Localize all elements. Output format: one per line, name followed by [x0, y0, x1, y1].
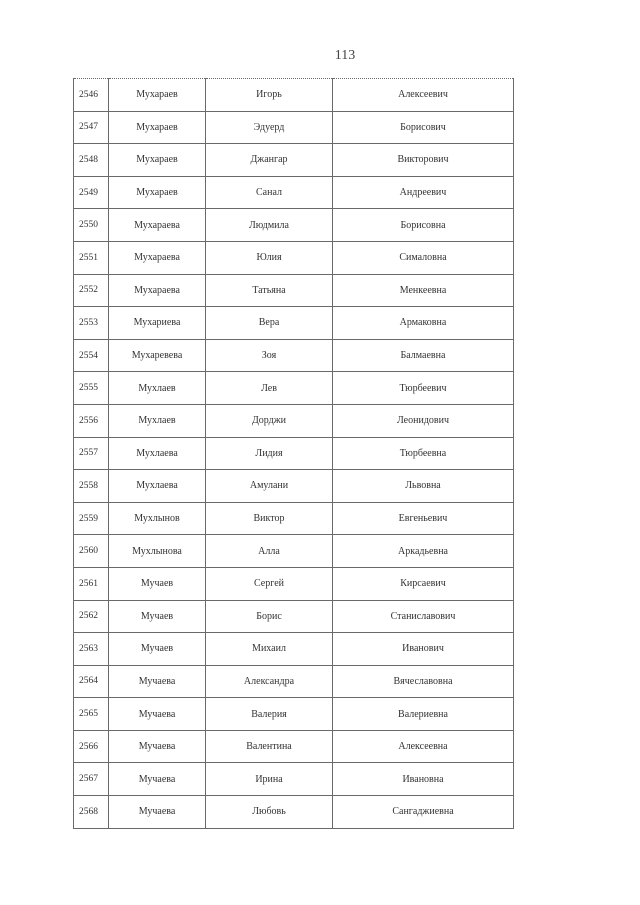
table-row: [74, 470, 514, 503]
given-name-cell: Валерия: [206, 698, 333, 731]
given-name-cell: Зоя: [206, 339, 333, 372]
given-name-cell: Виктор: [206, 502, 333, 535]
surname-cell: Мучаева: [109, 698, 206, 731]
row-number-cell: 2558: [74, 470, 109, 503]
given-name-cell: Сергей: [206, 567, 333, 600]
surname-cell: Мухлаев: [109, 404, 206, 437]
patronymic-cell: Львовна: [333, 470, 514, 503]
row-number-cell: 2552: [74, 274, 109, 307]
surname-cell: Мухараева: [109, 274, 206, 307]
table-row: [74, 79, 514, 112]
given-name-cell: Дорджи: [206, 404, 333, 437]
patronymic-cell: Вячеславовна: [333, 665, 514, 698]
patronymic-cell: Сангаджиевна: [333, 796, 514, 829]
table-row: [74, 144, 514, 177]
given-name-cell: Александра: [206, 665, 333, 698]
table-row: [74, 633, 514, 666]
surname-cell: Мухариева: [109, 307, 206, 340]
surname-cell: Мучаев: [109, 633, 206, 666]
patronymic-cell: Андреевич: [333, 176, 514, 209]
row-number-cell: 2547: [74, 111, 109, 144]
row-number-cell: 2557: [74, 437, 109, 470]
given-name-cell: Валентина: [206, 730, 333, 763]
patronymic-cell: Ивановна: [333, 763, 514, 796]
patronymic-cell: Леонидович: [333, 404, 514, 437]
row-number-cell: 2567: [74, 763, 109, 796]
table-row: [74, 307, 514, 340]
surname-cell: Мухараев: [109, 144, 206, 177]
patronymic-cell: Евгеньевич: [333, 502, 514, 535]
given-name-cell: Ирина: [206, 763, 333, 796]
surname-cell: Мухлаева: [109, 470, 206, 503]
given-name-cell: Юлия: [206, 241, 333, 274]
surname-cell: Мухараев: [109, 111, 206, 144]
surname-cell: Мучаев: [109, 567, 206, 600]
surname-cell: Мухараев: [109, 79, 206, 112]
row-number-cell: 2556: [74, 404, 109, 437]
row-number-cell: 2563: [74, 633, 109, 666]
row-number-cell: 2554: [74, 339, 109, 372]
given-name-cell: Людмила: [206, 209, 333, 242]
patronymic-cell: Тюрбеевна: [333, 437, 514, 470]
registry-table-body: [74, 79, 514, 829]
table-row: [74, 698, 514, 731]
patronymic-cell: Балмаевна: [333, 339, 514, 372]
table-row: [74, 535, 514, 568]
given-name-cell: Эдуерд: [206, 111, 333, 144]
patronymic-cell: Менкеевна: [333, 274, 514, 307]
row-number-cell: 2546: [74, 79, 109, 112]
table-row: [74, 372, 514, 405]
surname-cell: Мучаева: [109, 665, 206, 698]
given-name-cell: Игорь: [206, 79, 333, 112]
row-number-cell: 2565: [74, 698, 109, 731]
table-row: [74, 111, 514, 144]
given-name-cell: Вера: [206, 307, 333, 340]
surname-cell: Мухараева: [109, 241, 206, 274]
row-number-cell: 2566: [74, 730, 109, 763]
surname-cell: Мухараева: [109, 209, 206, 242]
table-row: [74, 730, 514, 763]
surname-cell: Мухараев: [109, 176, 206, 209]
registry-table: [73, 78, 514, 829]
row-number-cell: 2550: [74, 209, 109, 242]
patronymic-cell: Борисович: [333, 111, 514, 144]
surname-cell: Мучаева: [109, 796, 206, 829]
surname-cell: Мучаев: [109, 600, 206, 633]
surname-cell: Мучаева: [109, 763, 206, 796]
table-row: [74, 567, 514, 600]
patronymic-cell: Валериевна: [333, 698, 514, 731]
row-number-cell: 2560: [74, 535, 109, 568]
given-name-cell: Санал: [206, 176, 333, 209]
patronymic-cell: Сималовна: [333, 241, 514, 274]
surname-cell: Мухлаев: [109, 372, 206, 405]
surname-cell: Мухлаева: [109, 437, 206, 470]
row-number-cell: 2564: [74, 665, 109, 698]
row-number-cell: 2551: [74, 241, 109, 274]
table-row: [74, 763, 514, 796]
given-name-cell: Михаил: [206, 633, 333, 666]
table-row: [74, 274, 514, 307]
given-name-cell: Амулани: [206, 470, 333, 503]
given-name-cell: Лев: [206, 372, 333, 405]
surname-cell: Мухлынова: [109, 535, 206, 568]
patronymic-cell: Алексеевна: [333, 730, 514, 763]
row-number-cell: 2553: [74, 307, 109, 340]
patronymic-cell: Станиславович: [333, 600, 514, 633]
patronymic-cell: Иванович: [333, 633, 514, 666]
table-row: [74, 796, 514, 829]
row-number-cell: 2568: [74, 796, 109, 829]
given-name-cell: Татьяна: [206, 274, 333, 307]
patronymic-cell: Аркадьевна: [333, 535, 514, 568]
page-number: 113: [334, 48, 356, 63]
table-row: [74, 404, 514, 437]
given-name-cell: Алла: [206, 535, 333, 568]
table-row: [74, 339, 514, 372]
given-name-cell: Лидия: [206, 437, 333, 470]
given-name-cell: Любовь: [206, 796, 333, 829]
table-row: [74, 665, 514, 698]
table-row: [74, 241, 514, 274]
patronymic-cell: Викторович: [333, 144, 514, 177]
patronymic-cell: Борисовна: [333, 209, 514, 242]
row-number-cell: 2548: [74, 144, 109, 177]
surname-cell: Мухлынов: [109, 502, 206, 535]
surname-cell: Мучаева: [109, 730, 206, 763]
row-number-cell: 2555: [74, 372, 109, 405]
patronymic-cell: Армаковна: [333, 307, 514, 340]
surname-cell: Мухаревева: [109, 339, 206, 372]
table-row: [74, 176, 514, 209]
row-number-cell: 2559: [74, 502, 109, 535]
row-number-cell: 2549: [74, 176, 109, 209]
patronymic-cell: Тюрбеевич: [333, 372, 514, 405]
given-name-cell: Борис: [206, 600, 333, 633]
patronymic-cell: Кирсаевич: [333, 567, 514, 600]
table-row: [74, 502, 514, 535]
patronymic-cell: Алексеевич: [333, 79, 514, 112]
table-row: [74, 209, 514, 242]
given-name-cell: Джангар: [206, 144, 333, 177]
row-number-cell: 2562: [74, 600, 109, 633]
table-row: [74, 437, 514, 470]
row-number-cell: 2561: [74, 567, 109, 600]
table-row: [74, 600, 514, 633]
